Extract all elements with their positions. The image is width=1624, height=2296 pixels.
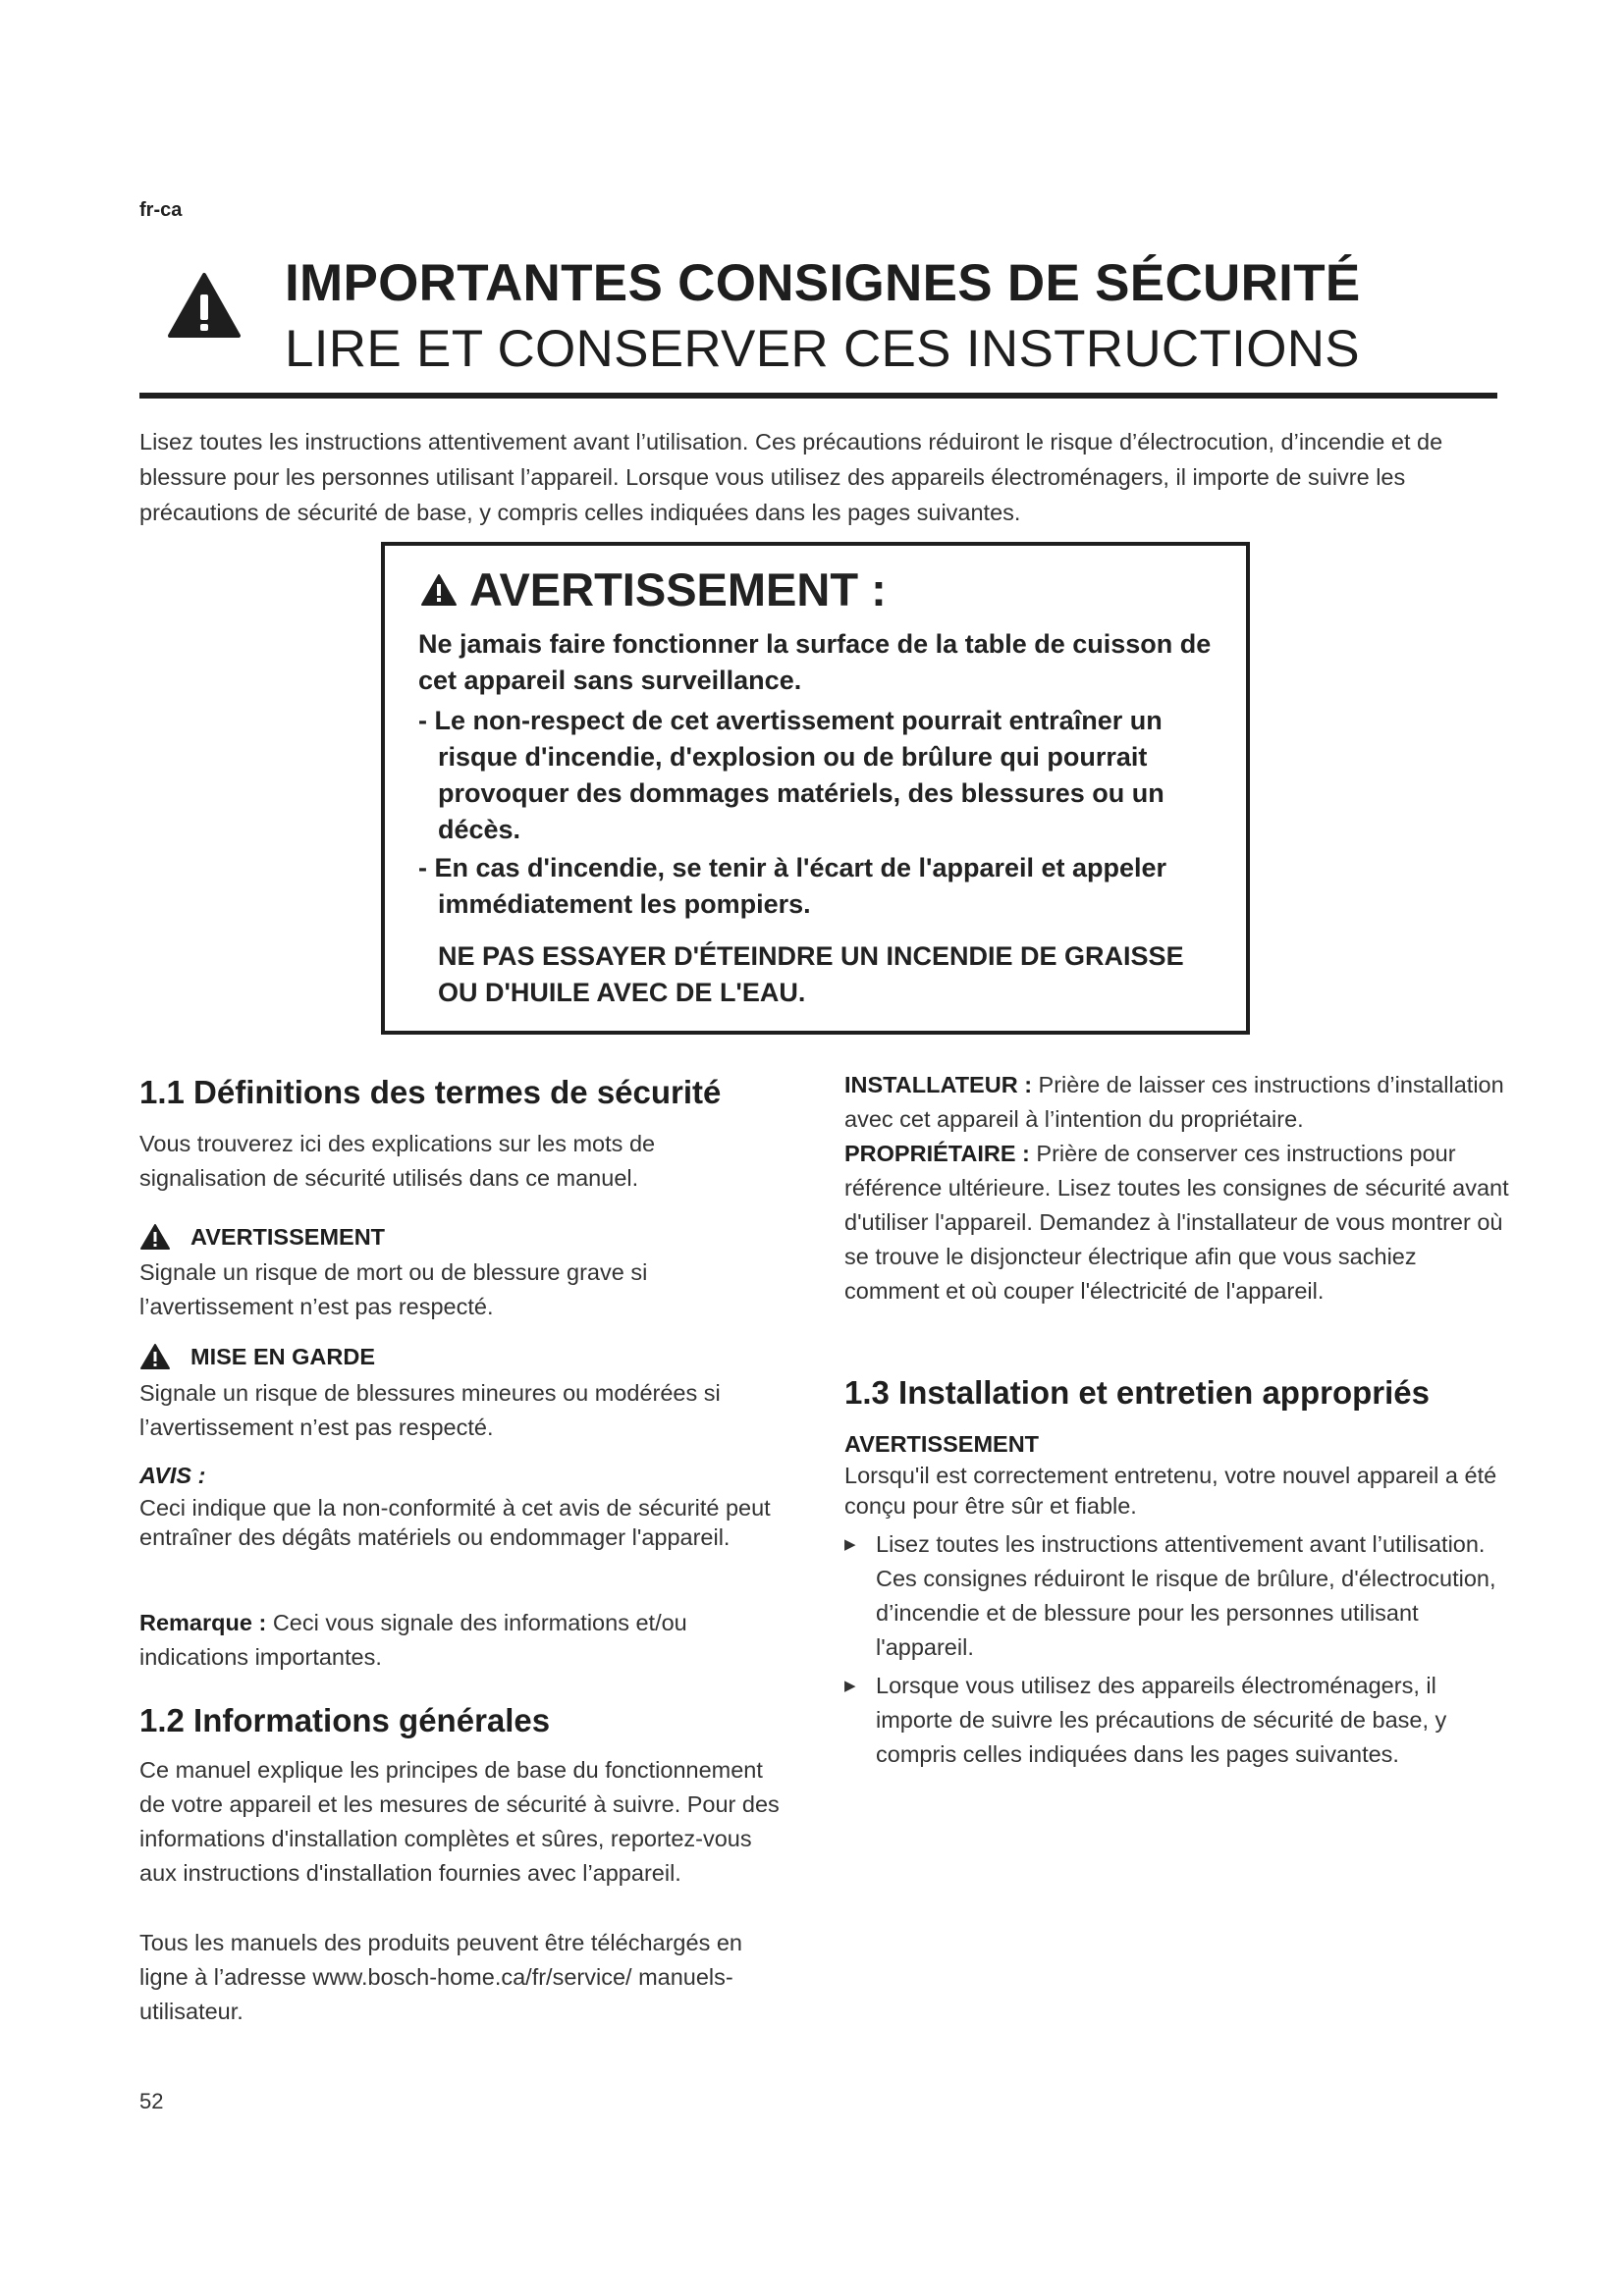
list-item-text: Lisez toutes les instructions attentivement avant l’utilisation. Ces consignes réduiront le risque de brûlure, d'électrocution, d’incendie et de blessure pour les personnes utilisant l'appareil. [876,1531,1496,1660]
list-item [844,1669,1512,1772]
mise-en-garde-label [139,1343,787,1370]
warning-triangle-icon [420,573,458,607]
bullet-arrow-icon: ▶ [844,1536,856,1553]
section-1-3-text: Lorsqu'il est correctement entretenu, votre nouvel appareil a été conçu pour être sûr et fiable. [844,1463,1497,1519]
section-1-2-para2: Tous les manuels des produits peuvent être téléchargés en ligne à l’adresse www.bosch-home.ca/fr/service/ manuels-utilisateur. [139,1930,742,2024]
proprietaire-paragraph [844,1137,1512,1308]
page-title: IMPORTANTES CONSIGNES DE SÉCURITÉ [285,254,1361,312]
remarque-paragraph [139,1606,787,1675]
avertissement-label [139,1223,787,1251]
warning-box-caps: NE PAS ESSAYER D'ÉTEINDRE UN INCENDIE DE GRAISSE OU D'HUILE AVEC DE L'EAU. [438,941,1184,1007]
warning-triangle-icon [139,1343,171,1370]
bullet-arrow-icon: ▶ [844,1678,856,1694]
list-item-text: Lorsque vous utilisez des appareils électroménagers, il importe de suivre les précautions de sécurité de base, y compris celles indiquées dans les pages suivantes. [876,1673,1447,1767]
warning-triangle-icon [139,1223,171,1251]
warning-box-item: - En cas d'incendie, se tenir à l'écart de l'appareil et appeler immédiatement les pompiers. [418,853,1167,919]
section-heading-1-2: 1.2 Informations générales [139,1702,551,1738]
mise-en-garde-label-text: MISE EN GARDE [190,1343,376,1369]
warning-box-item: - Le non-respect de cet avertissement pourrait entraîner un risque d'incendie, d'explosion ou de brûlure qui pourrait provoquer des dommages matériels, des blessures ou un décès. [418,706,1164,844]
intro-paragraph: Lisez toutes les instructions attentivement avant l’utilisation. Ces précautions réduiront le risque d’électrocution, d’incendie et de blessure pour les personnes utilisant l’appareil. Lorsque vous utilisez des appareils électroménagers, il importe de suivre les précautions de sécurité de base, y compris celles indiquées dans les pages suivantes. [139,429,1443,525]
section-1-2-para1: Ce manuel explique les principes de base du fonctionnement de votre appareil et les mesures de sécurité à suivre. Pour des informations d'installation complètes et sûres, reportez-vous aux instructions d'installation fournies avec l’appareil. [139,1757,780,1886]
installateur-label: INSTALLATEUR : [844,1072,1033,1097]
warning-box-lead: Ne jamais faire fonctionner la surface de la table de cuisson de cet appareil sans surveillance. [418,629,1212,695]
page-subtitle: LIRE ET CONSERVER CES INSTRUCTIONS [285,320,1360,378]
remarque-text: Ceci vous signale des informations et/ou indications importantes. [139,1610,687,1670]
avis-text: Ceci indique que la non-conformité à cet avis de sécurité peut entraîner des dégâts matériels ou endommager l'appareil. [139,1495,771,1550]
section-1-3-label: AVERTISSEMENT [844,1431,1040,1457]
warning-box-heading [420,562,887,616]
remarque-label: Remarque : [139,1610,267,1635]
avis-label: AVIS : [139,1463,206,1488]
section-heading-1-1: 1.1 Définitions des termes de sécurité [139,1074,722,1110]
avertissement-label-text: AVERTISSEMENT [190,1223,386,1250]
header-divider [139,393,1497,399]
mise-en-garde-text: Signale un risque de blessures mineures ou modérées si l’avertissement n’est pas respecté. [139,1380,721,1440]
proprietaire-label: PROPRIÉTAIRE : [844,1141,1030,1166]
list-item [844,1527,1512,1665]
proprietaire-text: Prière de conserver ces instructions pour référence ultérieure. Lisez toutes les consignes de sécurité avant d'utiliser l'appareil. Demandez à l'installateur de vous montrer où se trouve le disjoncteur électrique afin que vous sachiez comment et où couper l'électricité de l'appareil. [844,1141,1509,1304]
warning-box-heading-text: AVERTISSEMENT : [469,563,887,615]
section-1-1-intro: Vous trouverez ici des explications sur les mots de signalisation de sécurité utilisés dans ce manuel. [139,1131,656,1191]
warning-triangle-icon [167,271,242,340]
page-number: 52 [139,2089,164,2113]
avertissement-text: Signale un risque de mort ou de blessure grave si l’avertissement n’est pas respecté. [139,1259,648,1319]
installateur-paragraph [844,1068,1512,1137]
locale-label: fr-ca [139,199,183,221]
section-heading-1-3: 1.3 Installation et entretien appropriés [844,1374,1430,1411]
installateur-text: Prière de laisser ces instructions d’installation avec cet appareil à l’intention du propriétaire. [844,1072,1504,1132]
